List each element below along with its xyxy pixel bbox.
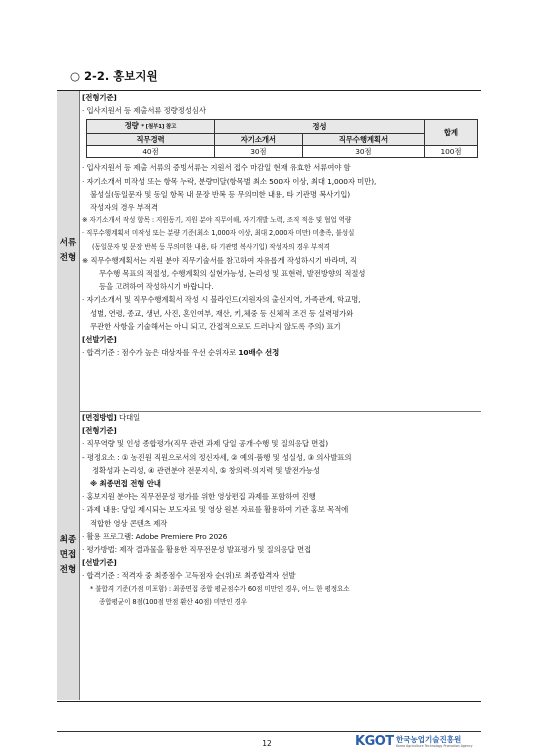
section-title: ○ 2-2. 홍보지원: [70, 69, 158, 83]
logo-mark: KGOT: [355, 734, 394, 749]
attachment-note: * [첨부1] 참고: [141, 124, 177, 131]
plan-header: 직무수행계획서: [302, 134, 424, 146]
plan-score: 30점: [302, 146, 424, 158]
agency-logo: [355, 733, 483, 751]
method-heading: [면접방법]: [82, 413, 117, 422]
body-line: · 홍보지원 분야는 직무전문성 평가를 위한 영상편집 과제를 포함하여 진행: [82, 492, 316, 502]
selection-text: · 합격기준 : 적격자 중 최종점수 고득점자 순(위)로 최종합격자 선발: [82, 571, 296, 581]
notice-heading: ※ 최종면접 전형 안내: [90, 479, 161, 489]
method-text: 다대일: [116, 413, 141, 422]
logo-english-name: Korea Agriculture Technology Promotion Agency: [396, 744, 473, 748]
self-intro-score: 30점: [214, 146, 302, 158]
selection-heading: [선발기준]: [82, 558, 117, 568]
body-line: · 활용 프로그램: Adobe Premiere Pro 2026: [82, 531, 228, 541]
body-line: 적합한 영상 콘텐츠 제작: [90, 518, 168, 528]
document-screening-content: [82, 91, 479, 411]
qualitative-header: 정성: [214, 120, 424, 134]
category-cell: [57, 411, 80, 700]
body-line: · 평가방법: 제작 결과물을 활용한 직무전문성 발표평가 및 질의응답 면접: [82, 545, 312, 555]
body-line: 성별, 연령, 종교, 생년, 사진, 혼인여부, 재산, 키,체중 등 신체적 조건 등 실력평가와: [90, 308, 354, 318]
recruitment-table: [57, 90, 481, 702]
career-score: 40점: [87, 146, 215, 158]
footer-divider: [57, 731, 481, 732]
quantitative-header: 정량 * [첨부1] 참고: [87, 120, 215, 134]
body-line: · 직무수행계획서 미작성 또는 분량 기준(최소 1,000자 이상, 최대 2,000자 미만) 미충족, 불성실: [82, 229, 355, 238]
total-score: 100점: [424, 146, 477, 158]
method-line: [82, 411, 479, 424]
body-line: · 직무역량 및 인성 종합평가(직무 관련 과제 당일 공개·수행 및 질의응답 면접): [82, 439, 328, 449]
criteria-text: · 입사지원서 등 제출서류 정량정성심사: [82, 106, 206, 116]
document-screening-row: [57, 91, 481, 412]
category-label: 전형: [59, 565, 77, 575]
category-label: 전형: [59, 253, 77, 263]
score-table: [86, 119, 478, 158]
category-label: 서류: [59, 238, 77, 248]
final-interview-row: [57, 411, 481, 700]
body-line: ※ 직무수행계획서는 지원 분야 직무기술서를 참고하여 자유롭게 작성하시기 바라며, 직: [82, 255, 357, 265]
page-number: 12: [262, 739, 272, 748]
body-line: (동일문자 및 문장 반복 등 무의미한 내용, 타 기관명 복사기입) 작성자의 경우 부적격: [92, 242, 330, 251]
self-intro-header: 자기소개서: [214, 134, 302, 146]
body-line: - 평정요소 : ① 농진원 직원으로서의 정신자세, ② 예의·품행 및 성실성, ③ 의사발표의: [82, 452, 352, 462]
body-line: · 입사지원서 등 제출 서류의 증빙서류는 지원서 접수 마감일 현재 유효한 서류여야 함: [82, 163, 351, 173]
category-cell: [57, 91, 80, 411]
body-line: 작성자의 경우 부적격: [90, 203, 158, 213]
body-line: 등을 고려하여 작성하시기 바랍니다.: [99, 282, 214, 292]
career-header: 직무경력: [87, 134, 215, 146]
final-interview-content: [82, 411, 479, 700]
body-line: · 과제 내용: 당일 제시되는 보도자료 및 영상 원본 자료를 활용하여 기관 홍보 목적에: [82, 505, 349, 515]
category-label: 면접: [59, 550, 77, 560]
body-line: · 자기소개서 및 직무수행계획서 작성 시 블라인드(지원자의 출신지역, 가족관계, 학교명,: [82, 295, 361, 305]
logo-korean-name: 한국농업기술진흥원: [396, 735, 462, 744]
total-header: 합계: [424, 120, 477, 146]
selection-heading: [선발기준]: [82, 335, 117, 345]
body-line: 정확성과 논리성, ④ 관련분야 전문지식, ⑤ 창의력·의지력 및 발전가능성: [92, 465, 320, 475]
body-line: 무관한 사항을 기술해서는 아니 되고, 간접적으로도 드러나지 않도록 주의) 표기: [90, 321, 341, 331]
body-line: ※ 자기소개서 작성 항목 : 지원동기, 지원 분야 직무이해, 자기개발 노력, 조직 적응 및 협업 역량: [82, 216, 352, 225]
criteria-heading: [전형기준]: [82, 93, 117, 102]
selection-emphasis: 10배수 선정: [238, 348, 280, 358]
category-label: 최종: [59, 535, 77, 545]
selection-text: · 합격기준 : 점수가 높은 대상자를 우선 순위자로 10배수 선정: [82, 348, 280, 358]
criteria-heading: [전형기준]: [82, 426, 117, 436]
body-line: 불성실(동일문자 및 동일 항목 내 문장 반복 등 무의미한 내용, 타 기관명 복사기입): [90, 189, 351, 199]
body-line: 무수행 목표의 적절성, 수행계획의 실현가능성, 논리성 및 표현력, 발전방향의 적절성: [99, 269, 366, 279]
body-line: · 자기소개서 미작성 또는 항목 누락, 분량미달(항목별 최소 500자 이상, 최대 1,000자 미만),: [82, 176, 377, 186]
failure-note: * 불합격 기준(가점 미포함) : 최종면접 종합 평균점수가 60점 미만인 경우, 어느 한 평정요소: [90, 584, 350, 593]
failure-note: 종합평균이 8점(100점 만점 환산 40점) 미만인 경우: [99, 597, 248, 606]
